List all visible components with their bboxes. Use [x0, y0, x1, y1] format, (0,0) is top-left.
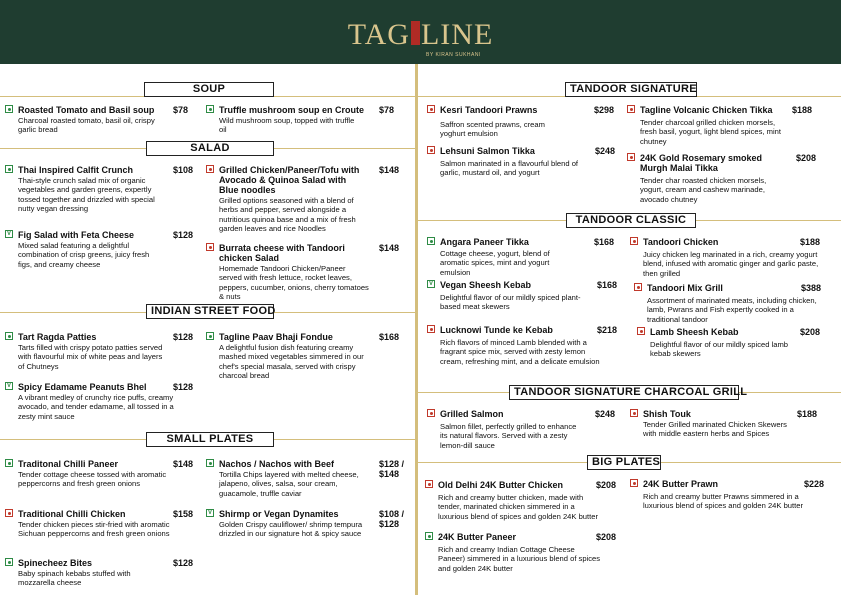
item-name: Tandoori Mix Grill [647, 283, 723, 293]
item-price: $208 [800, 327, 821, 337]
item-name: Grilled Salmon [440, 409, 504, 419]
nonveg-icon [630, 409, 638, 417]
menu-header [0, 0, 841, 64]
item-description: Tortilla Chips layered with melted cheese, jalapeno, olives, salsa, sour cream, guacamole, truffle caviar [219, 470, 359, 498]
veg-icon [5, 105, 13, 113]
nonveg-icon [425, 480, 433, 488]
vegan-icon: V [428, 281, 433, 287]
item-name: Lamb Sheesh Kebab [650, 327, 739, 337]
vegan-icon: V [6, 231, 11, 237]
item-name: Tandoori Chicken [643, 237, 719, 247]
item-name: Vegan Sheesh Kebab [440, 280, 532, 290]
veg-icon [206, 105, 214, 113]
nonveg-icon [427, 325, 435, 333]
item-name: Shish Touk [643, 409, 691, 419]
item-description: Assortment of marinated meats, including chicken, lamb, Pwrans and Fish expertly cooked in a traditional tandoor [647, 296, 817, 324]
veg-icon [5, 332, 13, 340]
nonveg-icon [630, 237, 638, 245]
item-price: $108 [173, 165, 194, 175]
item-name: 24K Butter Paneer [438, 532, 517, 542]
menu-item [643, 409, 833, 439]
item-name: Lehsuni Salmon Tikka [440, 146, 535, 156]
menu-item [219, 459, 409, 498]
item-name: Tagline Volcanic Chicken Tikka [640, 105, 773, 115]
item-description: Baby spinach kebabs stuffed with mozzarella cheese [18, 569, 131, 588]
nonveg-icon [627, 105, 635, 113]
section-charcoal-grill: TANDOOR SIGNATURE CHARCOAL GRILL [509, 385, 739, 400]
item-name: Traditional Chilli Chicken [18, 509, 126, 519]
item-description: Homemade Tandoori Chicken/Paneer served with fresh lettuce, rocket leaves, peppers, cucumber, onions, cherry tomatoes & nuts [219, 264, 369, 302]
item-price: $248 [595, 409, 616, 419]
nonveg-icon [630, 479, 638, 487]
section-tandoor-classic: TANDOOR CLASSIC [566, 213, 696, 228]
item-description: Tender char roasted chicken morsels, yogurt, cream and cashew marinade, avocado chutney [640, 176, 767, 204]
item-description: Mixed salad featuring a delightful combination of crisp greens, juicy fresh figs, and creamy cheese [18, 241, 150, 269]
item-description: Juicy chicken leg marinated in a rich, creamy yogurt blend, infused with aromatic ginger and garlic paste, then grilled [643, 250, 819, 278]
item-price: $148 [173, 459, 194, 469]
item-price: $218 [597, 325, 618, 335]
item-price: $188 [797, 409, 818, 419]
vegan-icon: V [6, 383, 11, 389]
item-name: Grilled Chicken/Paneer/Tofu with Avocado & Quinoa Salad with Blue noodles [219, 165, 360, 195]
menu-item [440, 409, 620, 450]
menu-item [647, 283, 837, 324]
item-description: Charcoal roasted tomato, basil oil, crispy garlic bread [18, 116, 155, 135]
section-soup: SOUP [144, 82, 274, 97]
item-price: $108 / $128 [379, 509, 405, 529]
item-description: Delightful flavor of our mildly spiced plant-based meat skewers [440, 293, 581, 312]
item-price: $128 [173, 332, 194, 342]
item-name: 24K Butter Prawn [643, 479, 719, 489]
item-description: Tender charcoal grilled chicken morsels, fresh basil, yogurt, light blend spices, mint chutney [640, 118, 781, 146]
section-salad: SALAD [146, 141, 274, 156]
item-name: Shirmp or Vegan Dynamites [219, 509, 339, 519]
item-name: Fig Salad with Feta Cheese [18, 230, 135, 240]
item-price: $158 [173, 509, 194, 519]
item-description: A delightful fusion dish featuring creamy mashed mixed vegetables simmered in our chef's special masala, served with crispy charcoal bread [219, 343, 364, 381]
vegan-icon: V [207, 510, 212, 516]
item-name: Angara Paneer Tikka [440, 237, 529, 247]
nonveg-icon [627, 153, 635, 161]
veg-icon [427, 237, 435, 245]
item-description: Salmon fillet, perfectly grilled to enhance its natural flavors. Served with a zesty lemon-dill sauce [440, 422, 577, 450]
menu-item [640, 105, 830, 146]
menu-item [18, 558, 198, 588]
menu-item [438, 480, 620, 521]
item-name: Old Delhi 24K Butter Chicken [438, 480, 564, 490]
item-price: $168 [597, 280, 618, 290]
item-description: Tender Grilled marinated Chicken Skewers with middle eastern herbs and Spices [643, 420, 787, 439]
item-description: Grilled options seasoned with a blend of herbs and pepper, served alongside a nutritious quinoa base and a mix of fresh garden leaves and rice Noodles [219, 196, 356, 234]
item-price: $128 [173, 230, 194, 240]
menu-item [440, 146, 620, 178]
section-small-plates: SMALL PLATES [146, 432, 274, 447]
item-description: A vibrant medley of crunchy rice puffs, creamy avocado, and tender edamame, all tossed in a zesty mint sauce [18, 393, 174, 421]
menu-item [6, 230, 198, 269]
item-description: Saffron scented prawns, cream yoghurt emulsion [440, 120, 545, 139]
item-price: $78 [379, 105, 395, 115]
section-tandoor-signature: TANDOOR SIGNATURE [565, 82, 697, 97]
item-description: Rich and creamy Indian Cottage Cheese Paneer) simmered in a luxurious blend of spices and golden 24K butter [438, 545, 601, 573]
nonveg-icon [427, 105, 435, 113]
item-description: Thai-style crunch salad mix of organic vegetables and garden greens, expertly tossed together and drizzled with special nutty vegan dressing [18, 176, 155, 214]
item-price: $128 / $148 [379, 459, 405, 479]
item-price: $78 [173, 105, 189, 115]
item-description: Rich flavors of minced Lamb blended with a fragrant spice mix, served with zesty lemon cream, refreshing mint, and a delicate emulsion [440, 338, 600, 366]
veg-icon [206, 332, 214, 340]
menu-item [219, 332, 409, 381]
item-name: Kesri Tandoori Prawns [440, 105, 538, 115]
item-description: Salmon marinated in a flavourful blend of garlic, mustard oil, and yogurt [440, 159, 579, 178]
item-description: Delightful flavor of our mildly spiced lamb kebab skewers [650, 340, 789, 359]
menu-item [219, 105, 404, 135]
nonveg-icon [637, 327, 645, 335]
nonveg-icon [5, 509, 13, 517]
item-price: $298 [594, 105, 615, 115]
logo-bar-icon [411, 21, 420, 45]
menu-item [207, 509, 409, 539]
menu-item [18, 332, 198, 371]
menu-item [219, 243, 409, 302]
item-name: Burrata cheese with Tandoori chicken Salad [219, 243, 345, 263]
menu-item [440, 237, 620, 277]
item-price: $148 [379, 165, 400, 175]
nonveg-icon [206, 165, 214, 173]
section-street-food: INDIAN STREET FOOD [146, 304, 274, 319]
item-price: $168 [379, 332, 400, 342]
item-name: Tart Ragda Patties [18, 332, 97, 342]
menu-item [643, 479, 833, 511]
item-name: Lucknowi Tunde ke Kebab [440, 325, 553, 335]
menu-item [428, 280, 620, 312]
item-price: $148 [379, 243, 400, 253]
menu-item [440, 325, 620, 366]
item-price: $208 [596, 532, 617, 542]
item-price: $128 [173, 558, 194, 568]
item-price: $188 [792, 105, 813, 115]
veg-icon [5, 165, 13, 173]
item-name: Traditonal Chilli Paneer [18, 459, 119, 469]
item-description: Rich and creamy butter Prawns simmered in a luxurious blend of spices and golden 24K butter [643, 492, 803, 511]
menu-item [18, 509, 198, 539]
brand-subtitle: BY KIRAN SUKHANI [426, 52, 481, 58]
menu-item [6, 382, 198, 421]
nonveg-icon [427, 146, 435, 154]
item-name: Spicy Edamame Peanuts Bhel [18, 382, 147, 392]
menu-item [440, 105, 620, 139]
item-name: Tagline Paav Bhaji Fondue [219, 332, 333, 342]
veg-icon [206, 459, 214, 467]
veg-icon [5, 558, 13, 566]
item-description: Tarts filled with crispy potato patties served with flavourful mix of white peas and layers of Chutneys [18, 343, 163, 371]
item-description: Tender chicken pieces stir-fried with aromatic Sichuan peppercorns and fresh green onions [18, 520, 170, 539]
item-name: Thai Inspired Calfit Crunch [18, 165, 134, 175]
item-description: Tender cottage cheese tossed with aromatic peppercorns and fresh green onions [18, 470, 167, 489]
item-price: $228 [804, 479, 825, 489]
item-description: Wild mushroom soup, topped with truffle oil [219, 116, 355, 135]
item-price: $208 [596, 480, 617, 490]
brand-logo: TAG LINE [347, 18, 494, 51]
menu-item [18, 459, 198, 489]
veg-icon [5, 459, 13, 467]
item-price: $188 [800, 237, 821, 247]
item-price: $248 [595, 146, 616, 156]
item-price: $128 [173, 382, 194, 392]
veg-icon [425, 532, 433, 540]
item-description: Rich and creamy butter chicken, made with tender, marinated chicken simmered in a luxurious blend of spices and golden 24K butter [438, 493, 598, 521]
item-name: Roasted Tomato and Basil soup [18, 105, 155, 115]
item-name: Nachos / Nachos with Beef [219, 459, 335, 469]
section-big-plates: BIG PLATES [587, 455, 661, 470]
item-name: Truffle mushroom soup en Croute [219, 105, 365, 115]
item-price: $168 [594, 237, 615, 247]
nonveg-icon [634, 283, 642, 291]
menu-item [219, 165, 409, 234]
column-divider [415, 64, 418, 595]
menu-item [640, 153, 830, 204]
item-price: $208 [796, 153, 817, 163]
nonveg-icon [427, 409, 435, 417]
item-name: Spinecheez Bites [18, 558, 93, 568]
menu-item [643, 237, 833, 278]
menu-item [650, 327, 830, 359]
menu-item [438, 532, 620, 573]
menu-item [18, 165, 198, 214]
nonveg-icon [206, 243, 214, 251]
item-price: $388 [801, 283, 822, 293]
menu-item [18, 105, 193, 135]
item-description: Golden Crispy cauliflower/ shrimp tempura drizzled in our signature hot & spicy sauce [219, 520, 363, 539]
item-description: Cottage cheese, yogurt, blend of aromatic spices, mint and yogurt emulsion [440, 249, 550, 277]
item-name: 24K Gold Rosemary smoked Murgh Malai Tikka [640, 153, 763, 173]
